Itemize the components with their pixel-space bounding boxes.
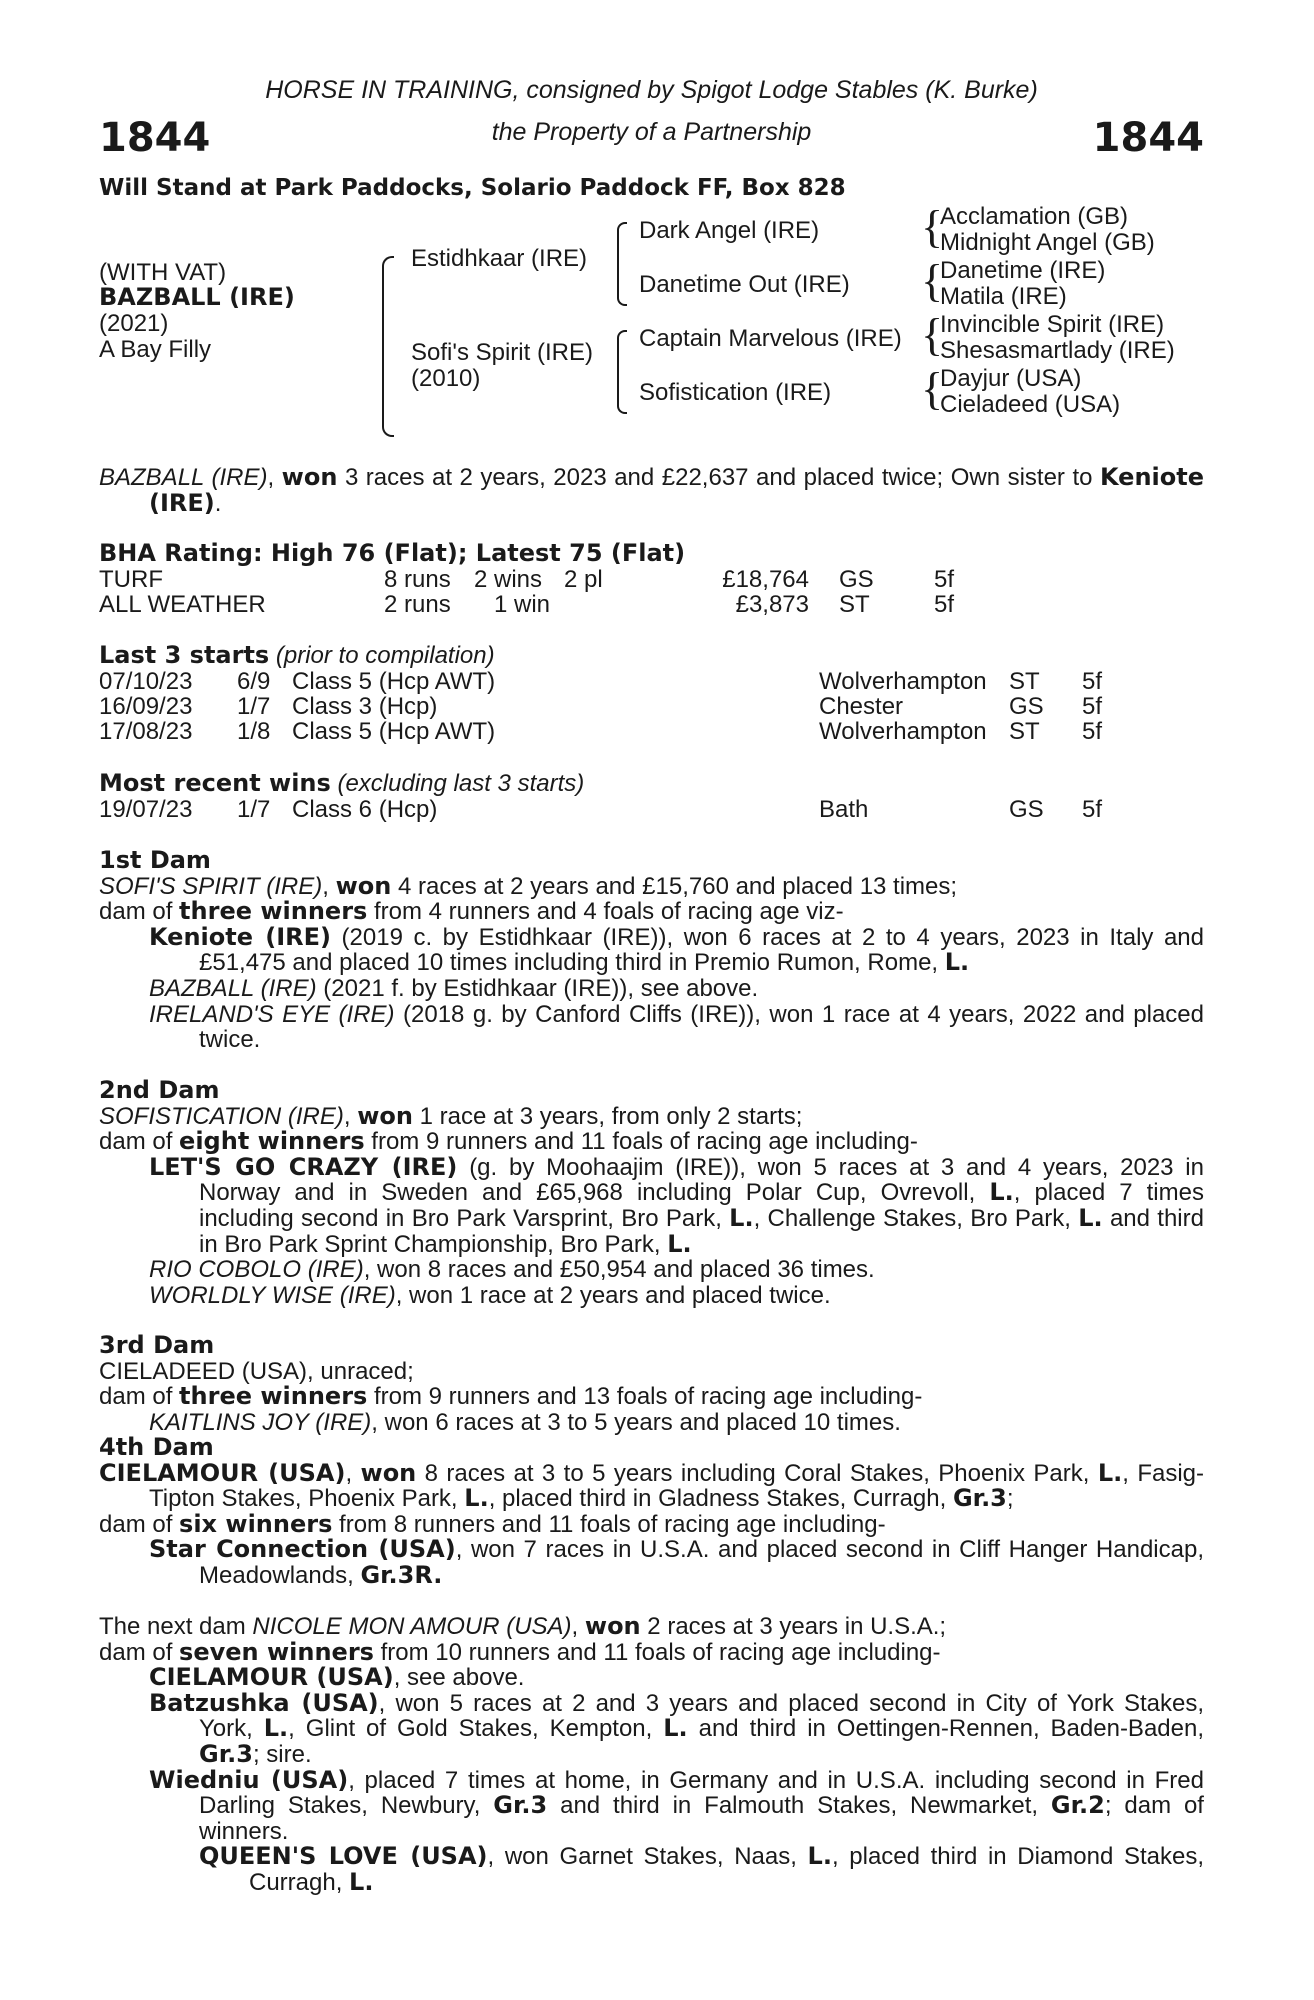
dam-record: 2 races at 3 years in U.S.A.;	[640, 1613, 947, 1640]
dam-of: dam of	[99, 1638, 180, 1666]
progeny-entry	[149, 976, 1204, 1002]
listed-badge: L.	[1078, 1203, 1103, 1232]
bha-title: BHA Rating: High 76 (Flat); Latest 75 (Flat)	[99, 539, 686, 567]
start-date: 07/10/23	[99, 668, 193, 695]
horse-year: (2021)	[99, 310, 169, 337]
dam-of: dam of	[99, 1510, 180, 1538]
won-word: won	[335, 871, 392, 900]
start-going: ST	[1009, 668, 1040, 695]
dam-record: , Fasig-Tipton Stakes, Phoenix Park,	[149, 1459, 1204, 1513]
winners-count: three winners	[179, 1382, 368, 1411]
pedigree-dam-dam: Sofistication (IRE)	[639, 379, 832, 406]
progeny-name: WORLDLY WISE (IRE)	[149, 1281, 396, 1309]
progeny-record: , see above.	[393, 1664, 525, 1692]
win-distance: 5f	[1082, 796, 1103, 823]
won-word: won	[357, 1101, 413, 1130]
summary-sister: Keniote (IRE)	[149, 463, 1204, 517]
runners-text: from 8 runners and 11 foals of racing age including-	[332, 1510, 886, 1538]
win-class: Class 6 (Hcp)	[292, 796, 438, 823]
pedigree-gg7: Dayjur (USA)	[940, 365, 1082, 392]
progeny-record: , Glint of Gold Stakes, Kempton,	[288, 1715, 664, 1743]
progeny-record: , placed 7 times including second in Bro Park Varsprint, Bro Park,	[199, 1179, 1204, 1232]
progeny-record: ; dam of winners.	[199, 1792, 1204, 1845]
start-class: Class 5 (Hcp AWT)	[292, 668, 496, 695]
progeny-entry	[149, 1410, 1204, 1436]
progeny-record: , placed third in Diamond Stakes, Curragh,	[249, 1843, 1205, 1896]
third-dam-line2	[99, 1384, 1204, 1410]
summary-won: won	[281, 463, 338, 491]
progeny-entry	[149, 1765, 1204, 1845]
win-position: 1/7	[237, 796, 271, 823]
start-date: 17/08/23	[99, 718, 193, 745]
progeny-name: QUEEN'S LOVE (USA)	[199, 1842, 488, 1871]
first-dam-section	[99, 848, 1204, 1053]
listed-badge: L.	[729, 1203, 754, 1232]
brace-g3: {	[921, 309, 944, 360]
progeny-entry	[149, 922, 1204, 977]
summary-end: .	[214, 489, 222, 517]
listed-badge: L.	[944, 948, 970, 977]
progeny-record: and third in Bro Park Sprint Championship, Bro Park,	[199, 1204, 1204, 1258]
pedigree-gg2: Midnight Angel (GB)	[940, 229, 1155, 256]
listed-badge: L.	[464, 1484, 489, 1513]
pedigree-brace-sire	[617, 222, 627, 266]
pedigree-brace-main-bottom	[382, 346, 394, 437]
second-dam-line2	[99, 1129, 1204, 1155]
dam-record: , placed third in Gladness Stakes, Curragh,	[488, 1485, 953, 1513]
listed-badge: L.	[667, 1229, 692, 1258]
pedigree-dam-year: (2010)	[411, 365, 481, 392]
bha-row-turf	[99, 567, 1204, 593]
dam-record: ;	[1006, 1485, 1014, 1513]
start-course: Chester	[819, 693, 904, 720]
win-going: GS	[1009, 796, 1044, 823]
dam-name: CIELAMOUR (USA)	[99, 1458, 346, 1487]
recent-note: (excluding last 3 starts)	[337, 770, 585, 797]
last3-row	[99, 719, 1204, 745]
group-badge: Gr.3R.	[360, 1560, 443, 1589]
lot-number-left: 1844	[99, 115, 211, 161]
dam-of: dam of	[99, 898, 180, 926]
pedigree-brace-dam	[617, 330, 627, 374]
listed-badge: L.	[989, 1178, 1014, 1207]
consignor-line: HORSE IN TRAINING, consigned by Spigot Lodge Stables (K. Burke)	[265, 76, 1038, 104]
progeny-record: and third in Falmouth Stakes, Newmarket,	[547, 1792, 1051, 1820]
second-dam-title: 2nd Dam	[99, 1076, 220, 1104]
progeny-name: RIO COBOLO (IRE)	[149, 1256, 364, 1284]
property-line: the Property of a Partnership	[491, 118, 812, 146]
start-distance: 5f	[1082, 668, 1103, 695]
pedigree-gg5: Invincible Spirit (IRE)	[940, 311, 1165, 338]
progeny-name: Keniote (IRE)	[149, 922, 331, 951]
pedigree-sire: Estidhkaar (IRE)	[411, 245, 588, 272]
pedigree-sire-dam: Danetime Out (IRE)	[639, 271, 850, 298]
vat-note: (WITH VAT)	[99, 259, 227, 286]
dam-record: 1 race at 3 years, from only 2 starts;	[412, 1102, 803, 1130]
bha-surface: ALL WEATHER	[99, 591, 266, 618]
runners-text: from 9 runners and 11 foals of racing age including-	[364, 1128, 918, 1156]
progeny-name: Batzushka (USA)	[149, 1688, 379, 1717]
race-summary: BAZBALL (IRE), won 3 races at 2 years, 2023 and £22,637 and placed twice; Own sister to Keniote (IRE).	[99, 463, 1204, 517]
start-position: 6/9	[237, 668, 271, 695]
winners-count: seven winners	[179, 1637, 374, 1666]
runners-text: from 4 runners and 4 foals of racing age viz-	[367, 898, 844, 926]
horse-description: A Bay Filly	[99, 336, 212, 363]
next-dam-line1: The next dam NICOLE MON AMOUR (USA), won 2 races at 3 years in U.S.A.;	[99, 1612, 947, 1640]
progeny-record: , won 8 races and £50,954 and placed 36 times.	[363, 1256, 875, 1284]
progeny-name: LET'S GO CRAZY (IRE)	[149, 1152, 458, 1181]
stand-line: Will Stand at Park Paddocks, Solario Paddock FF, Box 828	[99, 175, 846, 201]
progeny-entry	[149, 1688, 1204, 1768]
pedigree-gg3: Danetime (IRE)	[940, 257, 1106, 284]
dam-record: 8 races at 3 to 5 years including Coral Stakes, Phoenix Park,	[416, 1459, 1098, 1487]
start-distance: 5f	[1082, 693, 1103, 720]
start-going: ST	[1009, 718, 1040, 745]
group-badge: Gr.3	[493, 1791, 548, 1820]
pedigree-sire-sire: Dark Angel (IRE)	[639, 217, 820, 244]
progeny-record: , Challenge Stakes, Bro Park,	[753, 1204, 1079, 1232]
progeny-record: , won 5 races at 2 and 3 years and placed second in City of York Stakes, York,	[199, 1689, 1204, 1743]
brace-g4: {	[921, 363, 944, 414]
progeny-entry	[149, 1283, 1204, 1309]
start-class: Class 5 (Hcp AWT)	[292, 718, 496, 745]
winners-count: eight winners	[179, 1127, 365, 1156]
dam-name: NICOLE MON AMOUR (USA)	[252, 1613, 572, 1640]
progeny-name: Star Connection (USA)	[149, 1535, 456, 1564]
progeny-record: , won Garnet Stakes, Naas,	[487, 1843, 808, 1871]
start-going: GS	[1009, 693, 1044, 720]
progeny-record: , placed 7 times at home, in Germany and in U.S.A. including second in Fred Darling Stakes, Newbury,	[199, 1766, 1204, 1820]
won-word: won	[584, 1612, 641, 1640]
bha-going: ST	[839, 591, 870, 618]
runners-text: from 10 runners and 11 foals of racing age including-	[373, 1638, 941, 1666]
bha-surface: TURF	[99, 566, 163, 593]
winners-count: six winners	[179, 1509, 333, 1538]
horse-name: BAZBALL (IRE)	[99, 283, 295, 311]
progeny-entry	[199, 1844, 1204, 1895]
start-distance: 5f	[1082, 718, 1103, 745]
second-dam-section	[99, 1078, 1204, 1308]
next-dam-intro: The next dam	[99, 1613, 253, 1640]
group-badge: Gr.2	[1050, 1791, 1105, 1820]
pedigree-dam: Sofi's Spirit (IRE)	[411, 339, 593, 366]
progeny-record: (2019 c. by Estidhkaar (IRE)), won 6 races at 2 to 4 years, 2023 in Italy and £51,475 and placed 10 times including third in Premio Rumon, Rome,	[199, 923, 1204, 977]
bha-prize: £18,764	[722, 566, 809, 593]
start-date: 16/09/23	[99, 693, 193, 720]
pedigree-dam-sire: Captain Marvelous (IRE)	[639, 325, 902, 352]
progeny-record: , won 7 races in U.S.A. and placed second in Cliff Hanger Handicap, Meadowlands,	[199, 1536, 1205, 1589]
progeny-record: (2018 g. by Canford Cliffs (IRE)), won 1 race at 4 years, 2022 and placed twice.	[199, 1000, 1204, 1054]
third-dam-line1: CIELADEED (USA), unraced;	[99, 1357, 414, 1385]
progeny-record: ; sire.	[252, 1740, 312, 1768]
first-dam-line1: SOFI'S SPIRIT (IRE), won 4 races at 2 years and £15,760 and placed 13 times;	[99, 871, 958, 900]
last3-heading	[99, 643, 495, 669]
start-course: Wolverhampton	[819, 718, 987, 745]
progeny-record: (2021 f. by Estidhkaar (IRE)), see above.	[316, 974, 759, 1002]
bha-runs: 2 runs	[384, 591, 451, 618]
progeny-name: KAITLINS JOY (IRE)	[149, 1408, 372, 1436]
progeny-entry	[149, 1665, 1204, 1691]
fourth-dam-title: 4th Dam	[99, 1433, 214, 1461]
progeny-name: BAZBALL (IRE)	[149, 974, 317, 1002]
listed-badge: L.	[807, 1842, 832, 1871]
pedigree-brace-sire-low	[617, 262, 627, 306]
winners-count: three winners	[179, 897, 368, 926]
last3-row	[99, 694, 1204, 720]
listed-badge: L.	[663, 1714, 688, 1743]
start-course: Wolverhampton	[819, 668, 987, 695]
dam-name: SOFI'S SPIRIT (IRE)	[99, 872, 323, 900]
bha-going: GS	[839, 566, 874, 593]
lot-number-right: 1844	[1092, 115, 1204, 161]
progeny-entry	[149, 1152, 1204, 1258]
pedigree-gg4: Matila (IRE)	[940, 283, 1067, 310]
summary-horse-name: BAZBALL (IRE)	[99, 464, 268, 491]
last3-row	[99, 669, 1204, 695]
progeny-record: and third in Oettingen-Rennen, Baden-Baden,	[687, 1715, 1204, 1743]
bha-distance: 5f	[934, 566, 955, 593]
first-dam-title: 1st Dam	[99, 846, 211, 874]
win-course: Bath	[819, 796, 869, 823]
progeny-entry	[149, 1257, 1204, 1283]
third-dam-title: 3rd Dam	[99, 1331, 215, 1359]
bha-distance: 5f	[934, 591, 955, 618]
progeny-entry	[149, 1002, 1204, 1053]
first-dam-line2	[99, 899, 1204, 925]
progeny-name: CIELAMOUR (USA)	[149, 1663, 394, 1692]
brace-g2: {	[921, 255, 944, 306]
progeny-record: (g. by Moohaajim (IRE)), won 5 races at 3 and 4 years, 2023 in Norway and in Sweden and £65,968 including Polar Cup, Ovrevoll,	[199, 1153, 1204, 1207]
last3-note: (prior to compilation)	[275, 642, 495, 669]
third-dam-section	[99, 1333, 1204, 1435]
recent-title: Most recent wins	[99, 769, 331, 797]
start-position: 1/7	[237, 693, 271, 720]
listed-badge: L.	[349, 1867, 374, 1896]
bha-row-all-weather	[99, 592, 1204, 618]
recent-heading	[99, 771, 584, 797]
bha-wins: 1 win	[494, 591, 551, 618]
fourth-dam-section	[99, 1435, 1204, 1589]
pedigree-brace-dam-low	[617, 370, 627, 414]
progeny-entry	[149, 1537, 1204, 1588]
progeny-record: , won 6 races at 3 to 5 years and placed 10 times.	[371, 1408, 901, 1436]
listed-badge: L.	[1097, 1458, 1123, 1487]
start-position: 1/8	[237, 718, 271, 745]
next-dam-section	[99, 1614, 1204, 1896]
runners-text: from 9 runners and 13 foals of racing age including-	[367, 1383, 923, 1411]
fourth-dam-line1: CIELAMOUR (USA), won 8 races at 3 to 5 years including Coral Stakes, Phoenix Park, L., Fasig-Tipton Stakes, Phoenix Park, L., placed third in Gladness Stakes, Curragh, Gr.3;	[99, 1458, 1204, 1513]
progeny-record: , won 1 race at 2 years and placed twice.	[395, 1281, 831, 1309]
bha-runs: 8 runs	[384, 566, 451, 593]
brace-g1: {	[921, 201, 944, 252]
dam-of: dam of	[99, 1383, 180, 1411]
pedigree-gg1: Acclamation (GB)	[940, 203, 1129, 230]
group-badge: Gr.3	[199, 1739, 253, 1768]
pedigree-gg8: Cieladeed (USA)	[940, 391, 1121, 418]
next-dam-line2	[99, 1637, 1204, 1666]
recent-row	[99, 797, 1204, 823]
pedigree-brace-main-top	[382, 256, 394, 350]
group-badge: Gr.3	[952, 1484, 1007, 1513]
dam-of: dam of	[99, 1128, 180, 1156]
progeny-name: Wiedniu (USA)	[149, 1765, 349, 1794]
win-date: 19/07/23	[99, 796, 193, 823]
won-word: won	[360, 1458, 417, 1487]
dam-record: 4 races at 2 years and £15,760 and placed 13 times;	[391, 872, 958, 900]
start-class: Class 3 (Hcp)	[292, 693, 438, 720]
last3-title: Last 3 starts	[99, 641, 270, 669]
bha-wins: 2 wins	[474, 566, 543, 593]
pedigree-gg6: Shesasmartlady (IRE)	[940, 337, 1175, 364]
bha-prize: £3,873	[735, 591, 809, 618]
summary-text: 3 races at 2 years, 2023 and £22,637 and placed twice; Own sister to	[337, 464, 1100, 491]
dam-name: SOFISTICATION (IRE)	[99, 1102, 344, 1130]
bha-placed: 2 pl	[564, 566, 603, 593]
fourth-dam-line2	[99, 1509, 1204, 1538]
second-dam-line1: SOFISTICATION (IRE), won 1 race at 3 years, from only 2 starts;	[99, 1101, 803, 1130]
listed-badge: L.	[263, 1714, 289, 1743]
progeny-name: IRELAND'S EYE (IRE)	[149, 1000, 395, 1028]
